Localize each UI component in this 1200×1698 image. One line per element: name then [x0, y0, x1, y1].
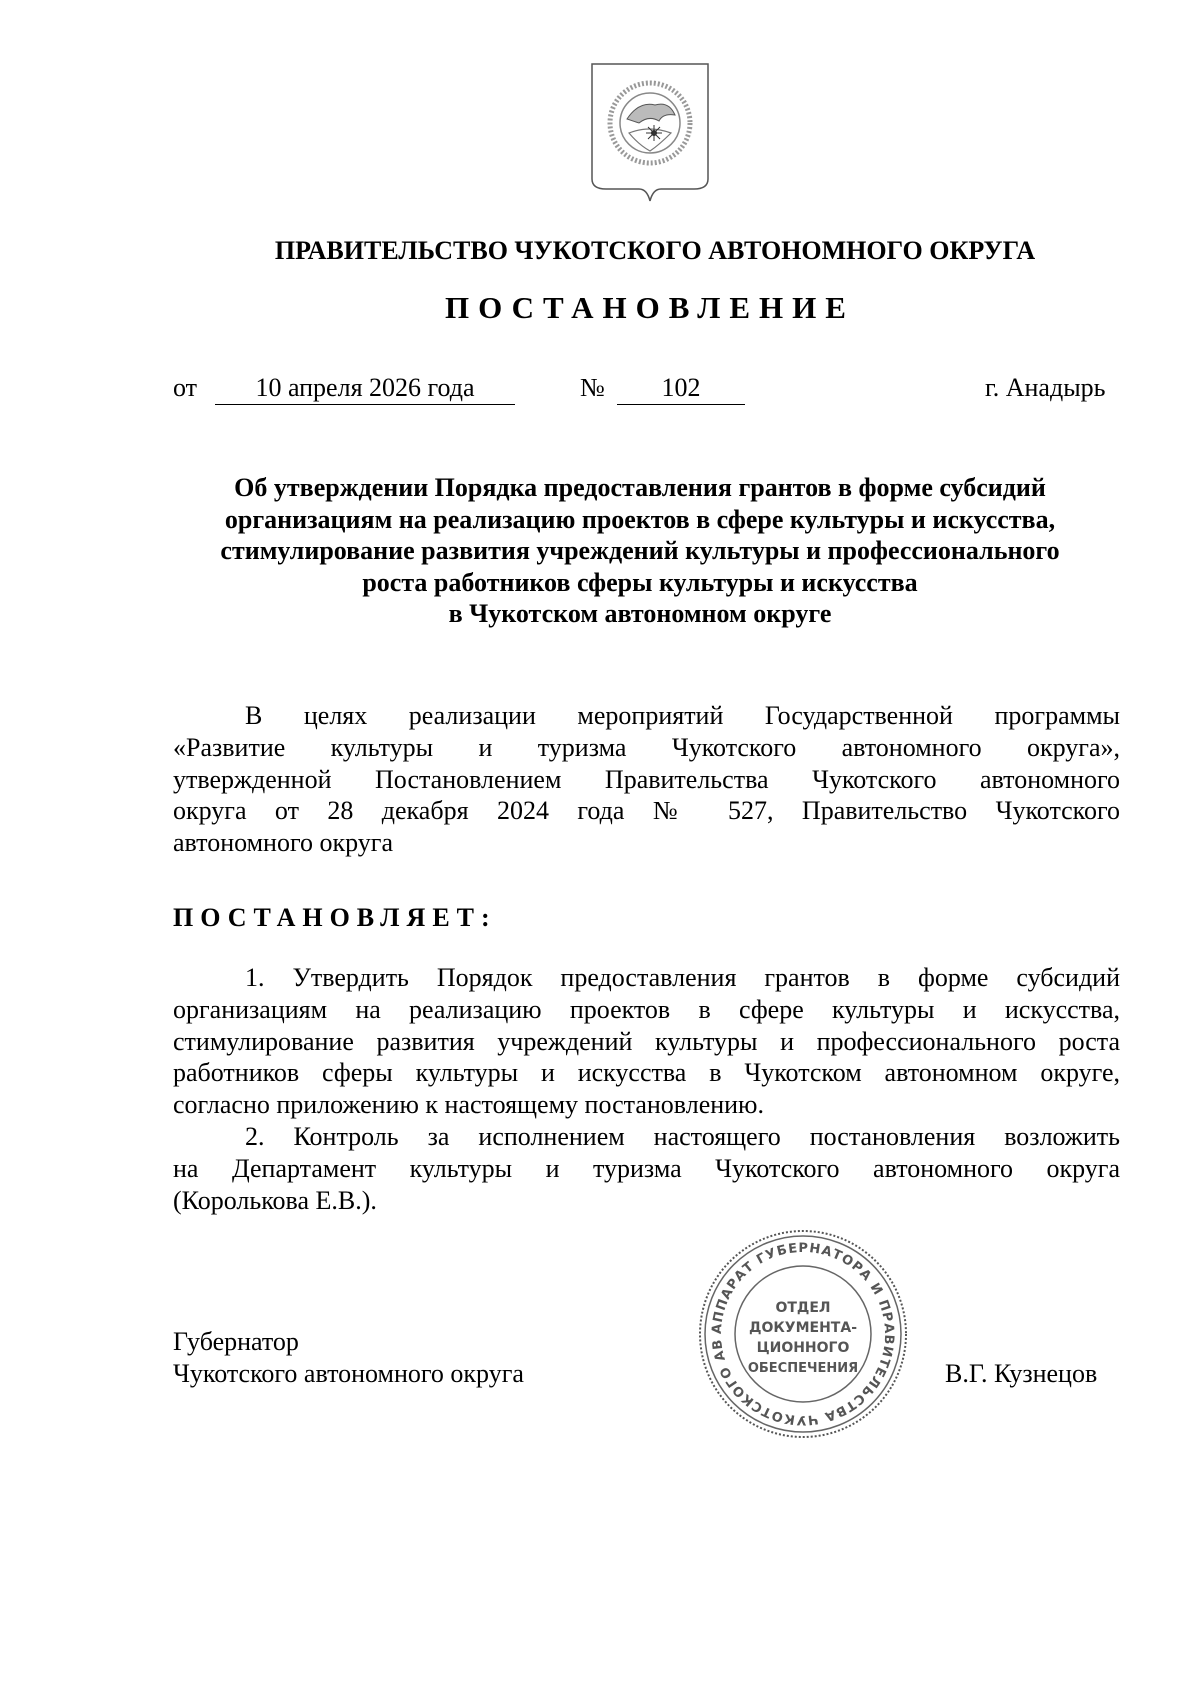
- title-line: Об утверждении Порядка предоставления грантов в форме субсидий: [234, 473, 1046, 502]
- title-line: в Чукотском автономном округе: [448, 599, 832, 628]
- document-number: 102: [617, 372, 745, 405]
- text-line: 2. Контроль за исполнением настоящего постановления возложить: [245, 1122, 1120, 1151]
- text-line: на Департамент культуры и туризма Чукотского автономного округа: [173, 1153, 1120, 1183]
- preamble-paragraph: [173, 700, 1120, 859]
- text-line: согласно приложению к настоящему постановлению.: [173, 1090, 764, 1120]
- svg-text:ДОКУМЕНТА-: ДОКУМЕНТА-: [748, 1320, 858, 1336]
- document-type: ПОСТАНОВЛЕНИЕ: [445, 290, 855, 325]
- text-line: 1. Утвердить Порядок предоставления грантов в форме субсидий: [245, 963, 1120, 992]
- item-1-paragraph: [173, 962, 1120, 1121]
- text-line: автономного округа: [173, 828, 393, 858]
- svg-text:ОТДЕЛ: ОТДЕЛ: [775, 1300, 831, 1316]
- date-prefix: от: [173, 373, 198, 402]
- item-2-paragraph: [173, 1121, 1120, 1216]
- text-line: работников сферы культуры и искусства в Чукотском автономном округе,: [173, 1058, 1120, 1088]
- official-stamp: [697, 1228, 909, 1440]
- text-line: «Развитие культуры и туризма Чукотского автономного округа»,: [173, 732, 1120, 762]
- svg-text:ЦИОННОГО: ЦИОННОГО: [756, 1340, 850, 1356]
- number-sign: №: [580, 373, 605, 402]
- text-line: округа от 28 декабря 2024 года № 527, Правительство Чукотского: [173, 796, 1120, 826]
- signatory-name: В.Г. Кузнецов: [945, 1359, 1098, 1388]
- title-line: стимулирование развития учреждений культуры и профессионального: [220, 536, 1060, 565]
- document-date: 10 апреля 2026 года: [215, 372, 515, 405]
- text-line: организациям на реализацию проектов в сфере культуры и искусства,: [173, 994, 1120, 1024]
- text-line: утвержденной Постановлением Правительства Чукотского автономного: [173, 764, 1120, 794]
- text-line: (Королькова Е.В.).: [173, 1185, 377, 1215]
- title-line: организациям на реализацию проектов в сфере культуры и искусства,: [224, 504, 1056, 534]
- svg-text:АППАРАТ ГУБЕРНАТОРА И ПРАВИТЕЛ: АППАРАТ ГУБЕРНАТОРА И ПРАВИТЕЛЬСТВА ЧУКОТСКОГО АВ: [709, 1240, 897, 1428]
- title-line: роста работников сферы культуры и искусства: [362, 567, 918, 597]
- text-line: В целях реализации мероприятий Государственной программы: [245, 701, 1120, 730]
- text-line: стимулирование развития учреждений культуры и профессионального роста: [173, 1026, 1120, 1056]
- resolves-heading: ПОСТАНОВЛЯЕТ:: [173, 903, 497, 932]
- coat-of-arms-emblem: [589, 61, 711, 211]
- signatory-position: [173, 1326, 524, 1390]
- position-line: Губернатор: [173, 1327, 299, 1356]
- position-line: Чукотского автономного округа: [173, 1359, 524, 1388]
- city: г. Анадырь: [985, 373, 1106, 402]
- svg-text:ОБЕСПЕЧЕНИЯ: ОБЕСПЕЧЕНИЯ: [747, 1361, 859, 1376]
- government-name: ПРАВИТЕЛЬСТВО ЧУКОТСКОГО АВТОНОМНОГО ОКРУГА: [274, 236, 1036, 265]
- document-title: [160, 472, 1120, 630]
